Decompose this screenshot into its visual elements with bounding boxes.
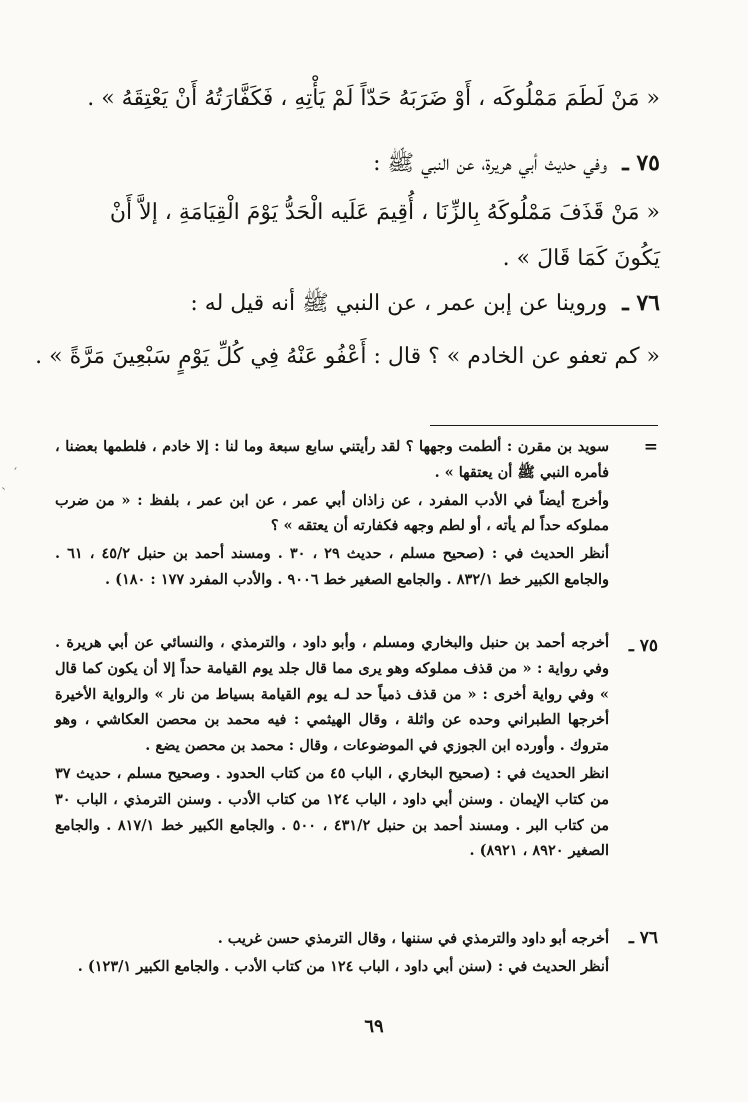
footnote-paragraph: أنظر الحديث في : (سنن أبي داود ، الباب ١٢٤ من كتاب الأدب . والجامع الكبير ١٢٣/١) . (77, 957, 609, 975)
hadith-75-number: ٧٥ ـ (622, 150, 660, 176)
hadith-75-text: « مَنْ قَذَفَ مَمْلُوكَهُ بِالزِّنَا ، أُقِيمَ عَلَيه الْحَدُّ يَوْمَ الْقِيَامَةِ ، إلاَّ أَنْ يَكُونَ كَمَا قَالَ » . (109, 200, 660, 271)
footnote-76 (55, 926, 609, 982)
footnote-paragraph: سويد بن مقرن : ألطمت وجهها ؟ لقد رأيتني سابع سبعة وما لنا : إلا خادم ، فلطمها بعضنا ، فأمره النبي ﷺ أن يعتقها » . (55, 438, 609, 481)
scan-speck (14, 467, 16, 470)
hadith-74-text: « مَنْ لَطَمَ مَمْلُوكَه ، أَوْ ضَرَبَهُ حَدّاً لَمْ يَأْتِهِ ، فَكَفَّارَتُهُ أَنْ يَعْتِقَهُ » . (87, 86, 660, 111)
footnote-paragraph: أنظر الحديث في : (صحيح مسلم ، حديث ٢٩ ، ٣٠ . ومسند أحمد بن حنبل ٤٥/٢ ، ٦١ . والجامع الكبير خط ٨٣٢/١ . والجامع الصغير خط ٩٠٠٦ . والأدب المفرد ١٧٧ : ١٨٠) . (55, 545, 610, 588)
hadith-76-text: « كم تعفو عن الخادم » ؟ قال : أَعْفُو عَنْهُ فِي كُلِّ يَوْمٍ سَبْعِينَ مَرَّةً » . (35, 344, 660, 369)
hadith-76-number: ٧٦ ـ (622, 290, 660, 316)
page-number: ٦٩ (364, 1016, 384, 1037)
footnote-paragraph: أخرجه أبو داود والترمذي في سننها ، وقال الترمذي حسن غريب . (217, 930, 609, 947)
footnote-paragraph: وأخرج أيضاً في الأدب المفرد ، عن زاذان أبي عمر ، عن ابن عمر ، بلفظ : « من ضرب مملوكه حداً لم يأته ، أو لطم وجهه فكفارته أن يعتقه » ؟ (55, 491, 609, 535)
footnote-continuation-marker: = (643, 437, 658, 457)
hadith-76-heading (76, 288, 660, 319)
hadith-75-heading (76, 148, 660, 179)
footnote-continuation (55, 434, 609, 595)
scan-speck (2, 487, 5, 490)
footnote-paragraph: انظر الحديث في : (صحيح البخاري ، الباب ٤٥ من كتاب الحدود . وصحيح مسلم ، حديث ٣٧ من كتاب الإيمان . وسنن أبي داود ، الباب ١٢٤ من كتاب الأدب . وسنن الترمذي ، الباب ٣٠ من كتاب البر . ومسند أحمد بن حنبل ٤٣١/٢ ، ٥٠٠ . والجامع الكبير خط ٨١٧/١ . والجامع الصغير ٨٩٢٠ ، ٨٩٢١) . (55, 764, 610, 860)
hadith-75-intro: وفي حديث أبي هريرة، عن النبي ﷺ : (373, 151, 608, 176)
footnote-76-marker: ٧٦ ـ (628, 928, 658, 948)
footnote-75-marker: ٧٥ ـ (628, 636, 658, 656)
footnote-separator (430, 425, 658, 426)
footnote-paragraph: أخرجه أحمد بن حنبل والبخاري ومسلم ، وأبو داود ، والترمذي ، والنسائي عن أبي هريرة . وفي رواية : « من قذف مملوكه وهو يرى مما قال جلد يوم القيامة حداً إلا أن يكون كما قال » وفي رواية أخرى : « من قذف ذمياً حد لـه يوم القيامة بسياط من نار » والرواية الأخيرة أخرجها الطبراني وحده عن واثلة ، وقال الهيثمي : فيه محمد بن محصن العكاشي ، وهو متروك . وأورده ابن الجوزي في الموضوعات ، وقال : محمد بن محصن يضع . (55, 634, 609, 755)
footnote-75 (55, 630, 609, 866)
hadith-76-intro: وروينا عن إبن عمر ، عن النبي ﷺ أنه قيل له : (190, 291, 608, 316)
